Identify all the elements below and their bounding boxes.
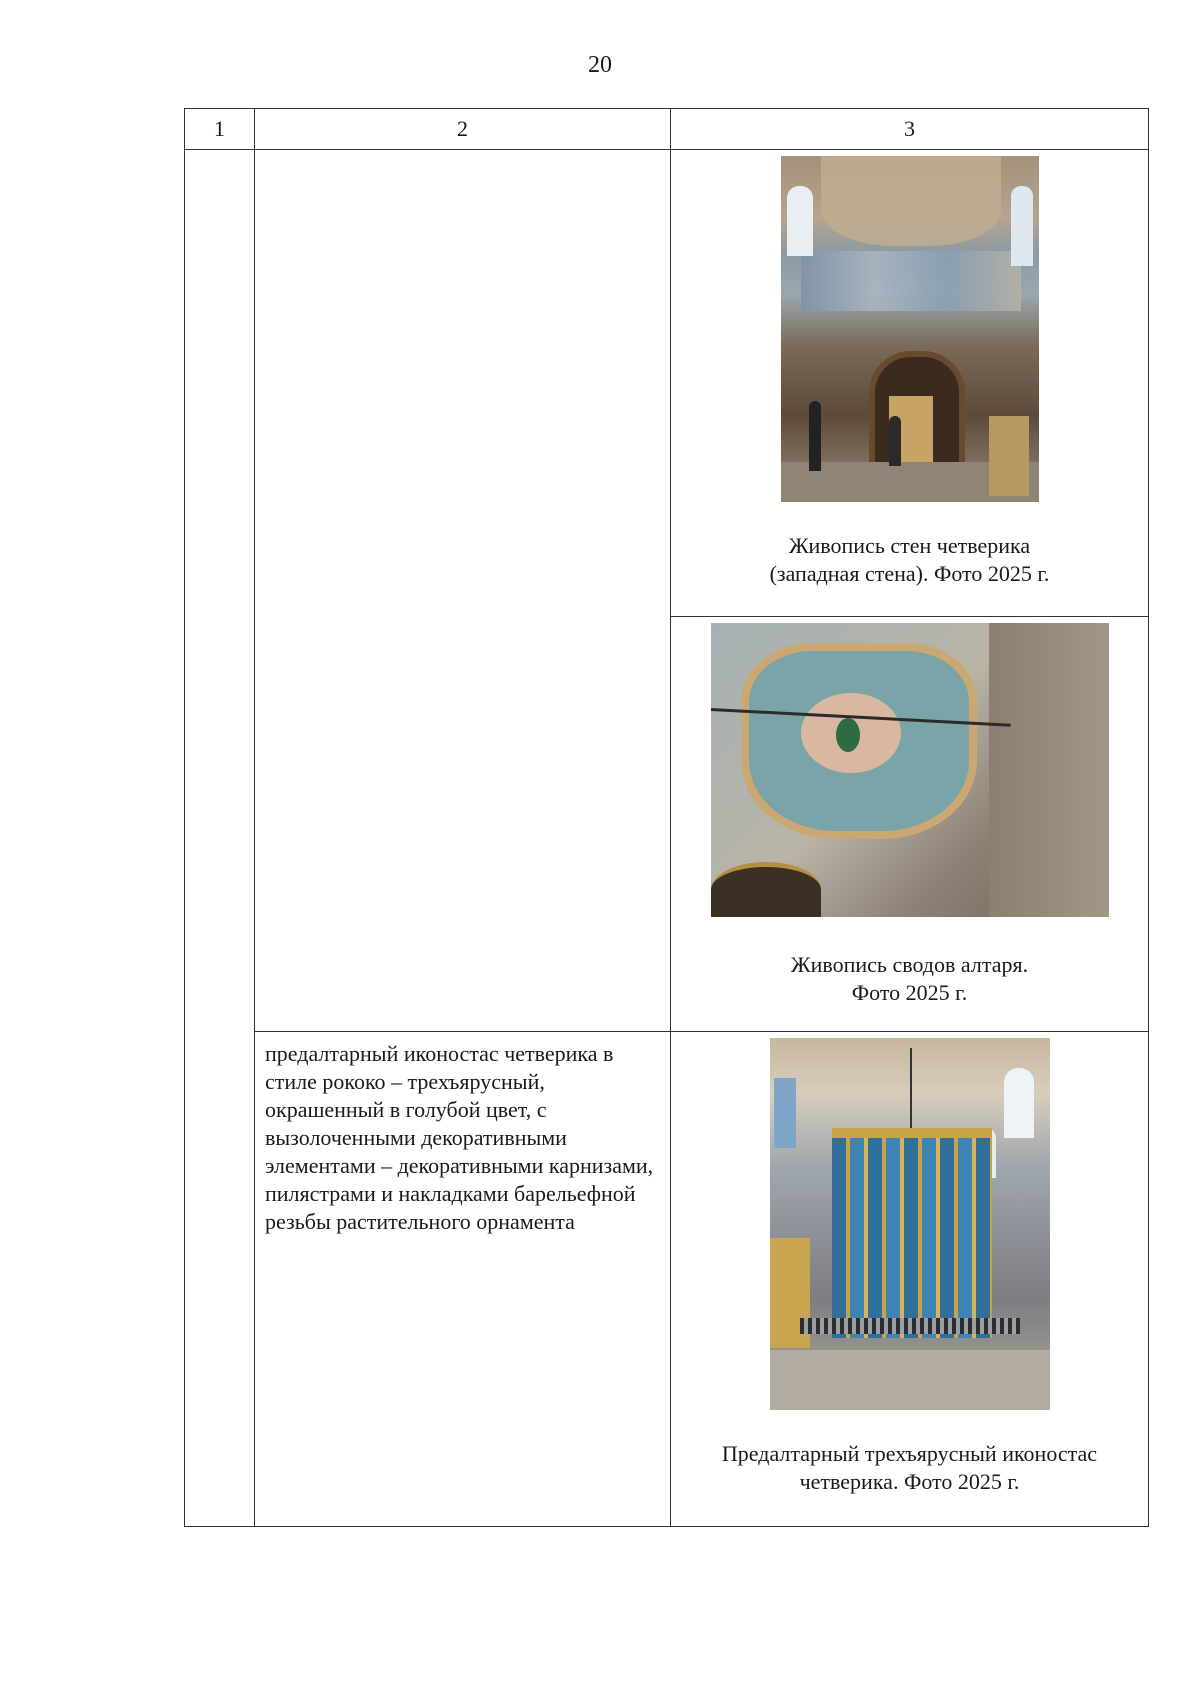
photo-caption (671, 532, 1148, 588)
page-number: 20 (588, 52, 612, 78)
person-figure (889, 416, 901, 466)
person-figure (809, 401, 821, 471)
photo-iconostasis (770, 1038, 1050, 1410)
caption-line: Предалтарный трехъярусный иконостас (721, 1441, 1098, 1466)
altar-rail (800, 1318, 1020, 1334)
caption-line: четверика. Фото 2025 г. (799, 1469, 1020, 1494)
caption-line: Живопись сводов алтаря. (790, 952, 1029, 977)
photo-caption (671, 951, 1148, 1007)
caption-line: Фото 2025 г. (851, 980, 968, 1005)
photo-cell (671, 1032, 1149, 1527)
painted-figure (836, 718, 860, 752)
vault-shape (821, 156, 1001, 246)
photo-altar-vault-painting (711, 623, 1109, 917)
iconostasis-description: предалтарный иконостас четверика в стиле рококо – трехъярусный, окрашенный в голубой цвет, с вызолоченными декоративными элементами – декоративными карнизами, пилястрами и накладками барельефной резьбы растительного орнамента (265, 1041, 654, 1234)
column-header-2: 2 (255, 109, 671, 150)
hanging-lamp (910, 1048, 912, 1128)
window-right (1011, 186, 1033, 266)
photo-cell (671, 150, 1149, 617)
side-altar (989, 416, 1029, 496)
caption-line: Живопись стен четверика (788, 533, 1031, 558)
table-row (185, 150, 1149, 617)
column-header-1: 1 (185, 109, 255, 150)
photo-caption (671, 1440, 1148, 1496)
photo-west-wall-painting (781, 156, 1039, 502)
window-right (1004, 1068, 1034, 1138)
number-cell (185, 150, 255, 1527)
floor (770, 1350, 1050, 1410)
table-row (185, 1032, 1149, 1527)
frieze-painting (801, 251, 1021, 311)
photo-cell (671, 617, 1149, 1032)
wall-surface (989, 623, 1109, 917)
document-table (184, 108, 1149, 1527)
window-left (774, 1078, 796, 1148)
caption-line: (западная стена). Фото 2025 г. (769, 561, 1050, 586)
chandelier (711, 862, 821, 917)
window-left (787, 186, 813, 256)
description-cell-empty (255, 150, 671, 1032)
description-cell (255, 1032, 671, 1527)
table-header-row (185, 109, 1149, 150)
column-header-3: 3 (671, 109, 1149, 150)
iconostasis-shape (832, 1128, 992, 1338)
